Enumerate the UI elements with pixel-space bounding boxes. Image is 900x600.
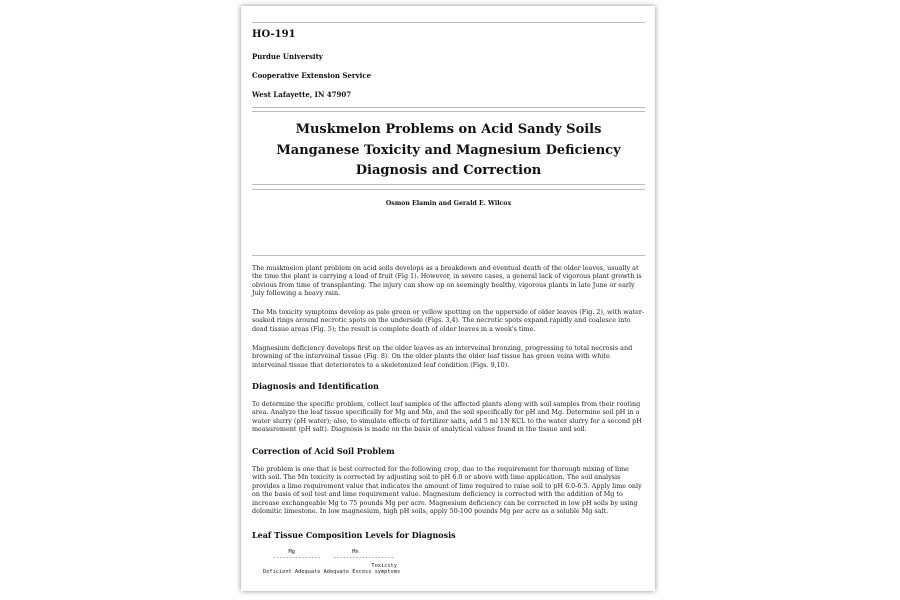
title-line-3: Diagnosis and Correction bbox=[355, 163, 542, 178]
paragraph-mg-deficiency bbox=[252, 344, 645, 369]
paragraph-correction bbox=[252, 465, 645, 515]
institution: Purdue University bbox=[252, 52, 323, 61]
paragraph-text: The muskmelon plant problem on acid soils develops as a breakdown and eventual death of the older leaves, usually at the time the plant is carrying a load of fruit (Fig 1). However, in severe cases, a general lack of vigorous plant growth is obvious from time of transplanting. The injury can show up on seemingly healthy, vigorous plants in late June or early July following a heavy rain. bbox=[252, 264, 642, 298]
paragraph-text: To determine the specific problem, collect leaf samples of the affected plants along with soil samples from their rooting area. Analyze the leaf tissue specifically for Mg and Mn, and the soil specifically for pH and Mg. Determine soil pH in a water slurry (pH water); also, to simulate effects of fertilizer salts, add 5 ml 1N KCL to the water slurry for a second pH measurement (pH salt). Diagnosis is made on the basis of analytical values found in the tissue and soil. bbox=[252, 400, 642, 434]
paragraph-text: The Mn toxicity symptoms develop as pale green or yellow spotting on the upperside of older leaves (Fig. 2), with water-soaked rings around necrotic spots on the underside (Figs. 3,4). The necrotic spots expand rapidly and coalesce into dead tissue areas (Fig. 5); the result is complete death of older leaves in a week's time. bbox=[252, 308, 645, 333]
section-heading-diagnosis: Diagnosis and Identification bbox=[252, 381, 379, 391]
location: West Lafayette, IN 47907 bbox=[252, 90, 352, 99]
paragraph-intro bbox=[252, 264, 645, 298]
service-name: Cooperative Extension Service bbox=[252, 71, 372, 80]
divider bbox=[252, 255, 645, 256]
divider bbox=[252, 111, 645, 112]
divider bbox=[252, 184, 645, 185]
document-page bbox=[241, 6, 655, 591]
table-header-line: Mg Mn bbox=[263, 549, 359, 555]
paragraph-text: The problem is one that is best corrected for the following crop, due to the requirement for thorough mixing of lime with soil. The Mn toxicity is corrected by adjusting soil to pH 6.0 or above with lime application. The soil analysis provides a lime requirement value that indicates the amount of lime required to raise soil to pH 6.0-6.5. Apply lime only on the basis of soil test and lime requirement value. Magnesium deficiency is corrected with the addition of Mg to increase exchangeable Mg to 75 pounds Mg per acre. Magnesium deficiency can be corrected in low pH soils by using dolomitic limestone. In low magnesium, high pH soils, apply 50-100 pounds Mg per acre as a soluble Mg salt. bbox=[252, 465, 642, 516]
table-column-labels: Deficient Adequate Adequate Excess symptoms bbox=[263, 569, 401, 575]
section-heading-table: Leaf Tissue Composition Levels for Diagnosis bbox=[252, 530, 456, 540]
document-code: HO-191 bbox=[252, 29, 296, 40]
divider bbox=[252, 107, 645, 108]
divider bbox=[252, 22, 645, 23]
paragraph-diagnosis bbox=[252, 400, 645, 434]
title-line-2: Manganese Toxicity and Magnesium Deficiency bbox=[276, 142, 621, 158]
table-divider-line: --------------- ------------------- bbox=[263, 555, 394, 561]
paragraph-text: Magnesium deficiency develops first on the older leaves as an interveinal bronzing, progressing to total necrosis and browning of the interveinal tissue (Fig. 8). On the older plants the older leaf tissue has green veins with white interveinal tissue that deteriorates to a skeletonized leaf condition (Figs. 9,10). bbox=[252, 344, 633, 369]
paragraph-mn-toxicity bbox=[252, 308, 645, 333]
section-heading-correction: Correction of Acid Soil Problem bbox=[252, 446, 395, 456]
table-subheader-line: Toxicity bbox=[263, 563, 397, 569]
authors: Osmon Elamin and Gerald E. Wilcox bbox=[385, 200, 512, 207]
page-title bbox=[252, 120, 645, 182]
divider bbox=[252, 189, 645, 190]
title-line-1: Muskmelon Problems on Acid Sandy Soils bbox=[295, 122, 602, 137]
